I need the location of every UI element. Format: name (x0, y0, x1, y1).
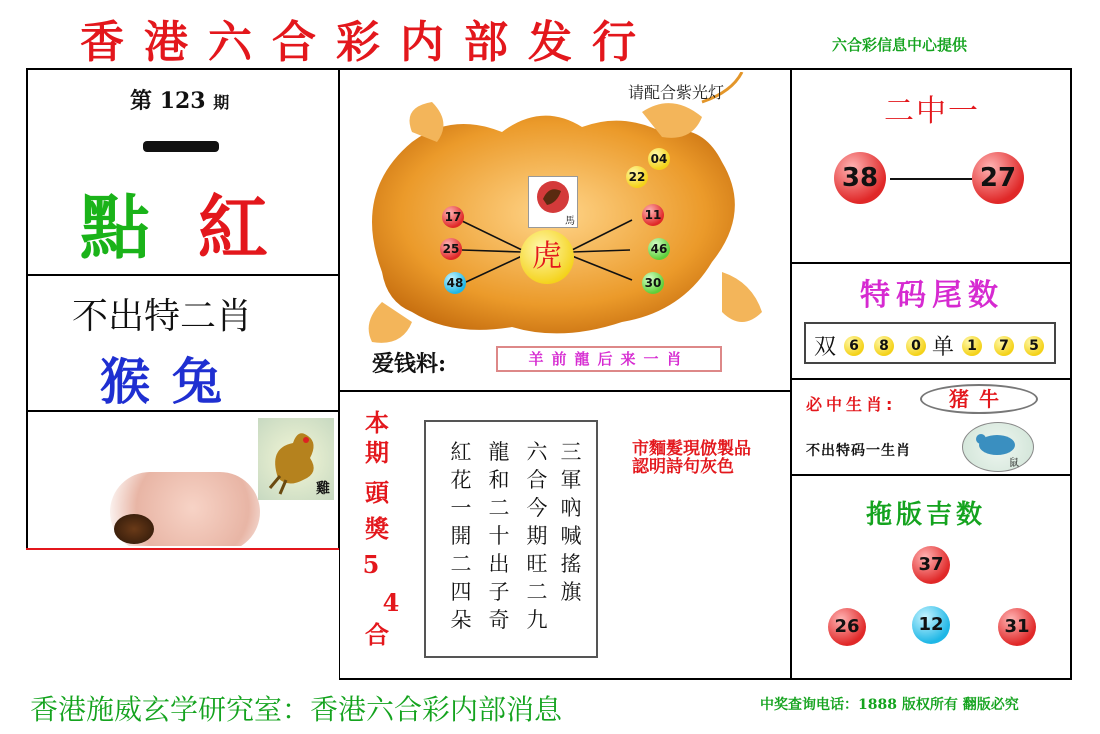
yi-stroke (143, 141, 219, 152)
footer-left: 香港施威玄学研究室：香港六合彩内部消息 (30, 693, 563, 726)
zodiac-ball: 04 (648, 148, 670, 170)
red-note-line: 市麵髮現倣製品 (632, 439, 751, 459)
horse-label: 馬 (565, 216, 575, 227)
love-text: 羊前龍后来一肖 (496, 346, 722, 372)
photo-watermark (30, 465, 107, 531)
zodiac-ball: 48 (444, 272, 466, 294)
hong-char: 紅 (198, 186, 268, 269)
prize-char: 合 (365, 620, 389, 649)
pair-ball: 27 (972, 152, 1024, 204)
dian-char: 點 (80, 186, 150, 269)
tuoban-ball: 26 (828, 608, 866, 646)
tail-even-label: 双 (814, 335, 837, 360)
page-title: 香港六合彩内部发行 (80, 17, 656, 68)
issue-prefix: 第 (130, 88, 153, 114)
rooster-image (258, 418, 334, 500)
divider (790, 262, 1072, 264)
prize-char: 期 (365, 438, 389, 467)
tail-ball: 6 (844, 336, 864, 356)
issue-value: 123 (159, 88, 206, 114)
mouse-badge (962, 422, 1034, 472)
zodiac-ball: 17 (442, 206, 464, 228)
tuoban-ball: 12 (912, 606, 950, 644)
poem-column: 紅花一開二四朵 (450, 440, 472, 632)
poem-column: 三軍吶喊搖旗 (560, 440, 582, 604)
tuoban-ball: 37 (912, 546, 950, 584)
prize-char: 5 (362, 550, 380, 579)
prize-char: 頭 (365, 478, 389, 507)
poem-column: 六合今期旺二九 (526, 440, 548, 632)
provider-note: 六合彩信息中心提供 (832, 36, 968, 54)
mouse-label: 鼠 (1009, 458, 1019, 469)
tiger-center: 虎 (520, 230, 574, 284)
not-out-label: 不出特二肖 (72, 296, 253, 337)
pair-ball: 38 (834, 152, 886, 204)
zodiac-ball: 22 (626, 166, 648, 188)
divider (338, 390, 791, 392)
zodiac-ball: 11 (642, 204, 664, 226)
love-label: 爱钱料: (372, 351, 447, 377)
divider (26, 274, 339, 276)
buchu-label: 不出特码一生肖 (806, 443, 911, 459)
rooster-label: 雞 (316, 481, 330, 497)
bizhong-label: 必中生肖: (806, 395, 897, 414)
zodiac-ball: 30 (642, 272, 664, 294)
poem-column: 龍和二十出子奇 (488, 440, 510, 632)
tail-odd-label: 单 (932, 335, 955, 360)
prize-char: 本 (365, 408, 389, 437)
tail-ball: 7 (994, 336, 1014, 356)
divider (26, 548, 339, 550)
issue-number (130, 84, 229, 115)
horse-icon (529, 177, 577, 217)
tuoban-ball: 31 (998, 608, 1036, 646)
prize-char: 獎 (365, 514, 389, 543)
issue-suffix: 期 (213, 93, 230, 112)
tail-title: 特码尾数 (860, 278, 1004, 313)
mouse-icon (963, 423, 1033, 463)
divider (790, 474, 1072, 476)
photo-dark-area (114, 514, 154, 544)
zodiac-ball: 46 (648, 238, 670, 260)
prize-char: 4 (382, 588, 400, 617)
horse-badge (528, 176, 578, 228)
uv-hint: 请配合紫光灯 (628, 83, 725, 102)
left-bottom-blank (26, 548, 339, 680)
red-note (632, 440, 751, 476)
divider (790, 378, 1072, 380)
dragon-illustration (342, 72, 790, 390)
tail-ball: 1 (962, 336, 982, 356)
tuoban-title: 拖版吉数 (866, 500, 987, 530)
tail-ball: 8 (874, 336, 894, 356)
pair-connector (890, 178, 972, 180)
erzhongyi-title: 二中一 (884, 94, 980, 129)
tail-ball: 0 (906, 336, 926, 356)
zodiac-ball: 25 (440, 238, 462, 260)
divider (790, 68, 792, 680)
bizhong-value: 猪牛 (920, 384, 1038, 414)
tail-box (804, 322, 1056, 364)
photo-panel (30, 414, 336, 546)
red-note-line: 認明詩句灰色 (632, 457, 734, 477)
footer-right: 中奖查询电话：1888 版权所有 翻版必究 (760, 697, 1019, 713)
not-out-animals: 猴兔 (100, 352, 244, 411)
tail-ball: 5 (1024, 336, 1044, 356)
